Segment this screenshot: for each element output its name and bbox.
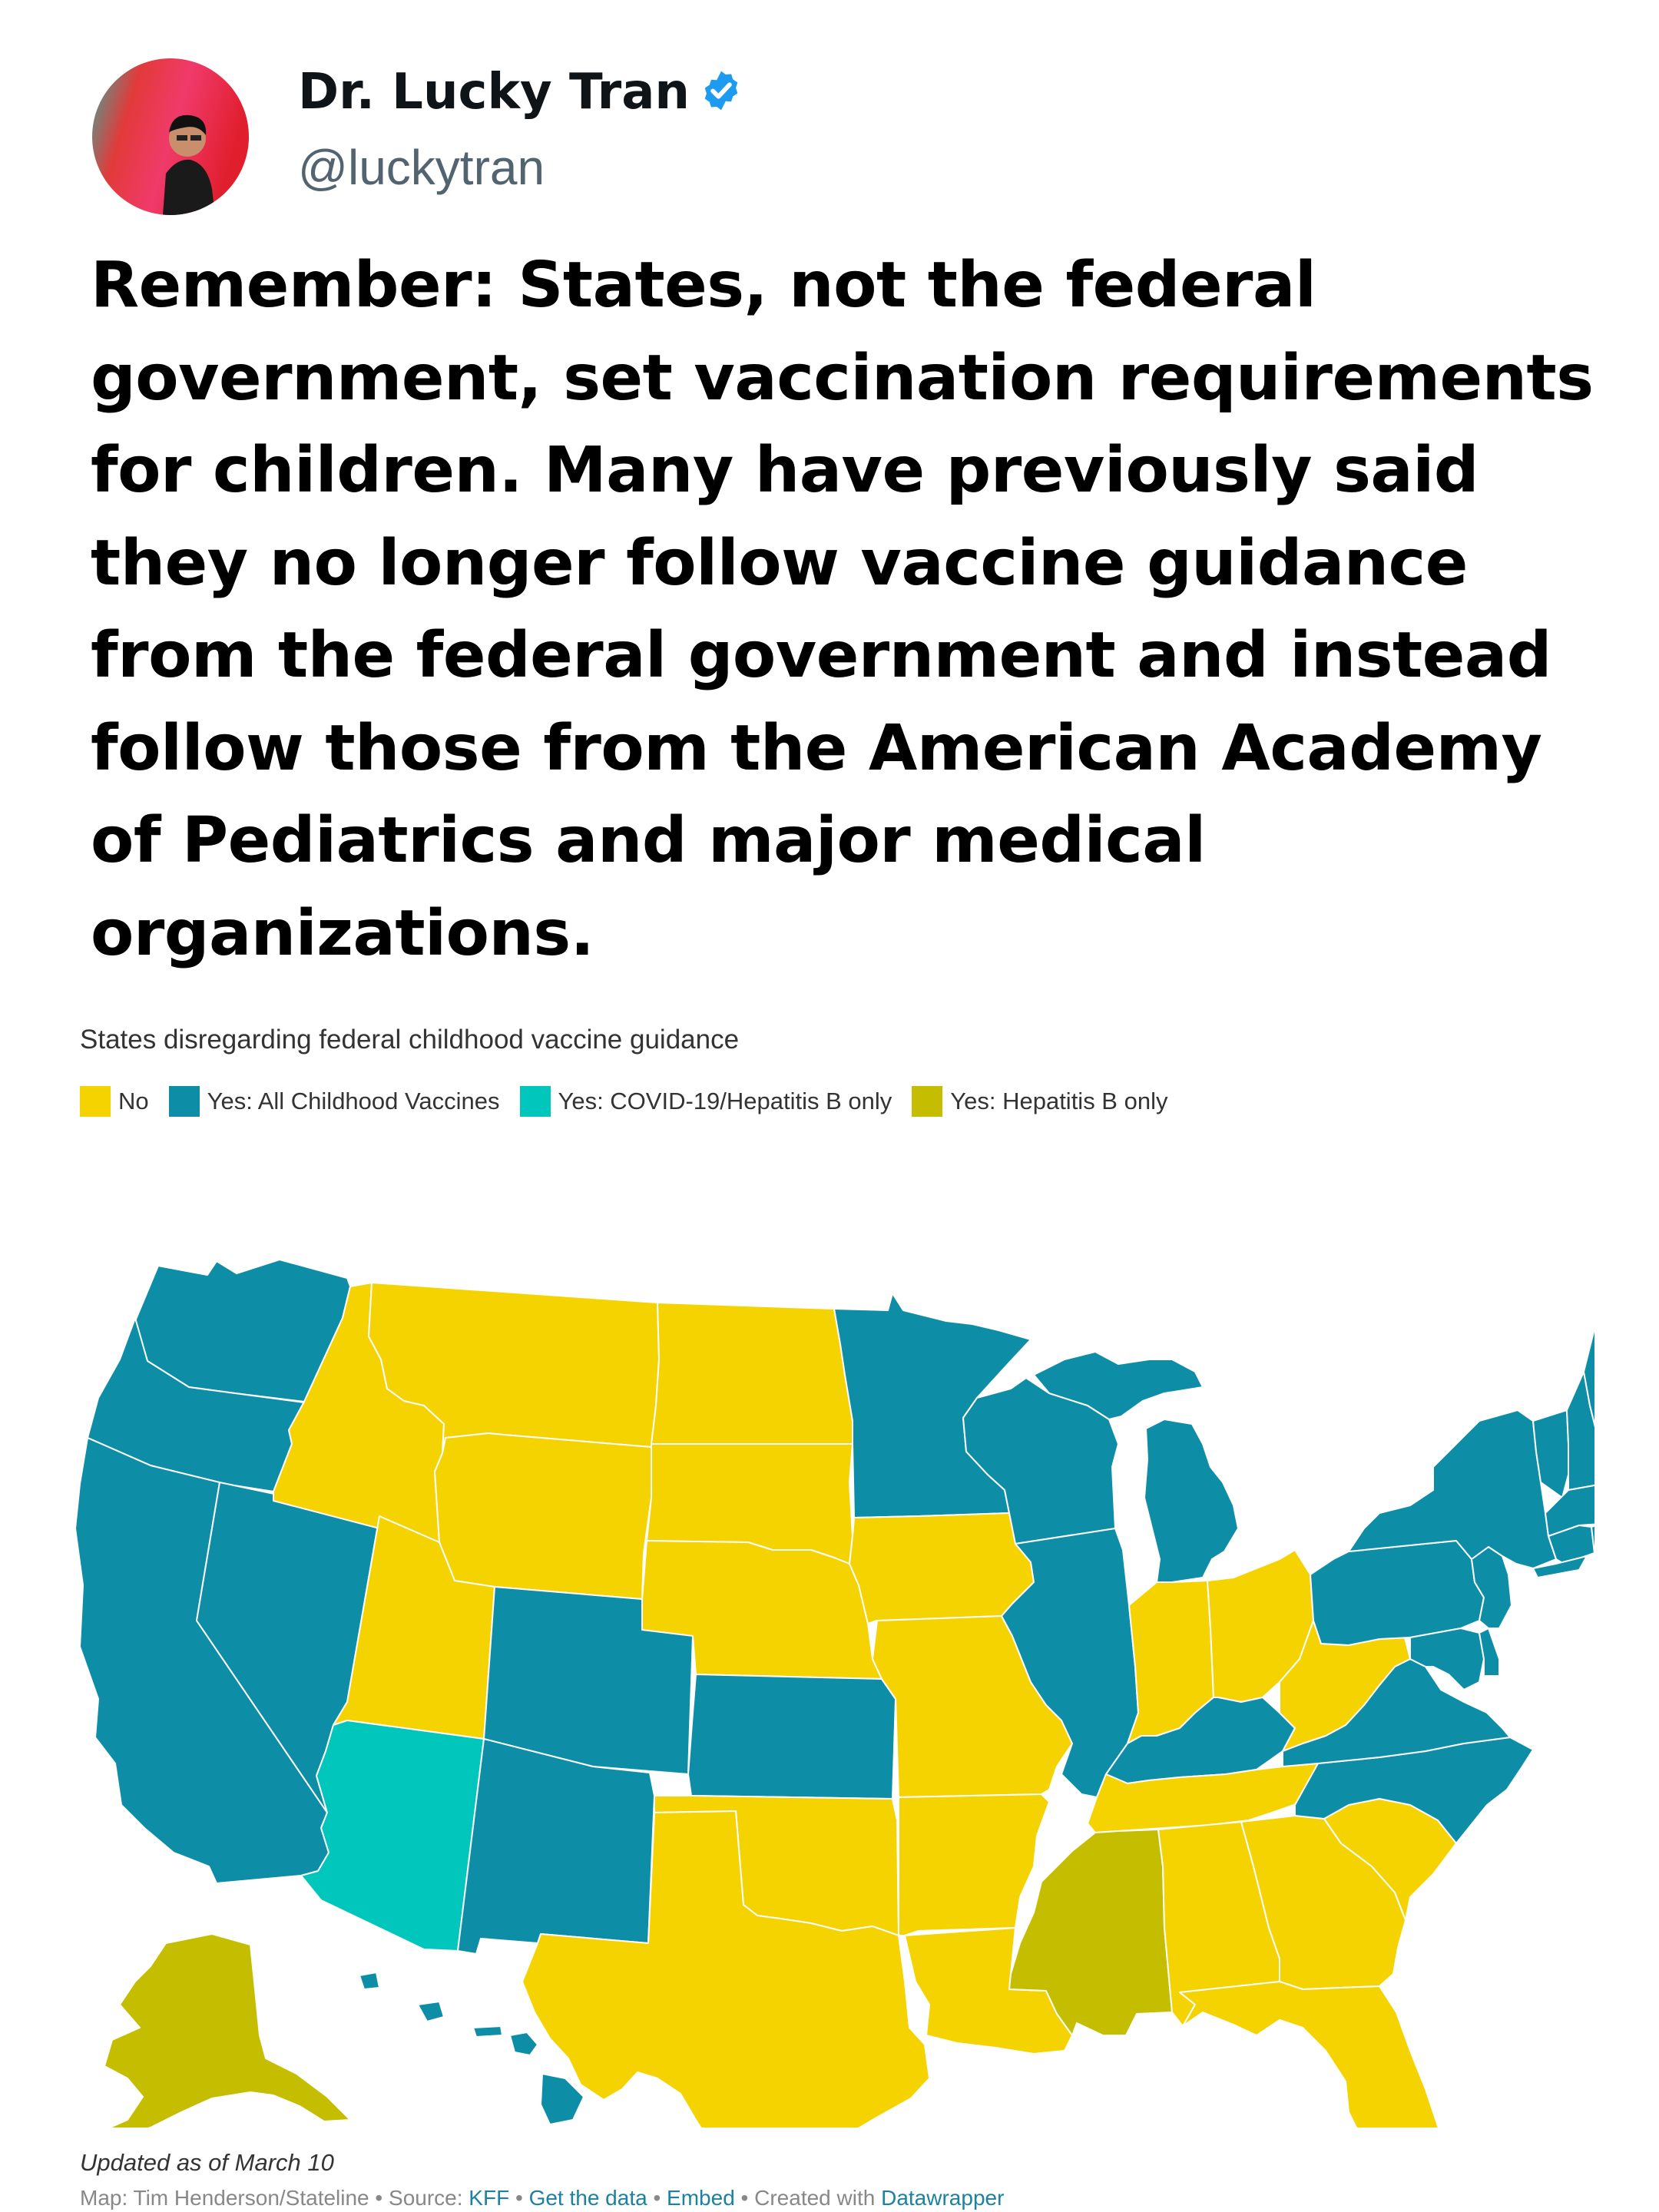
embed-link[interactable]: Embed: [667, 2186, 735, 2210]
credit-source-label: Source:: [389, 2186, 463, 2210]
legend-item-covid-hepb: [520, 1086, 892, 1117]
state-hawaii-maui[interactable]: [510, 2032, 538, 2055]
state-wyoming[interactable]: [435, 1433, 651, 1599]
state-hawaii-oahu[interactable]: [418, 2002, 444, 2022]
legend-label-covid-hepb: Yes: COVID-19/Hepatitis B only: [558, 1088, 892, 1114]
updated-note: Updated as of March 10: [80, 2149, 334, 2176]
map-legend: [80, 1086, 1187, 1117]
credit-created-with: Created with: [754, 2186, 876, 2210]
legend-item-all-vaccines: [169, 1086, 500, 1117]
state-hawaii-kauai[interactable]: [359, 1972, 379, 1989]
datawrapper-link[interactable]: Datawrapper: [881, 2186, 1005, 2210]
state-new-mexico[interactable]: [458, 1739, 654, 1954]
verified-badge-icon: [699, 68, 743, 113]
state-hawaii-big-island[interactable]: [541, 2074, 584, 2124]
map-credits: Map: Tim Henderson/Stateline • Source: KFF • Get the data • Embed • Created with Datawrapper: [80, 2186, 1005, 2210]
map-title: States disregarding federal childhood vaccine guidance: [80, 1025, 740, 1055]
state-arizona[interactable]: [301, 1720, 484, 1951]
us-states-map[interactable]: [74, 1129, 1594, 2128]
avatar[interactable]: [92, 58, 249, 215]
legend-label-hepb: Yes: Hepatitis B only: [950, 1088, 1168, 1114]
legend-label-no: No: [118, 1088, 149, 1114]
credit-map-author: Map: Tim Henderson/Stateline: [80, 2186, 369, 2210]
get-data-link[interactable]: Get the data: [528, 2186, 647, 2210]
map-card: [74, 1006, 1594, 2212]
state-florida[interactable]: [1180, 1982, 1449, 2128]
legend-swatch-all-vaccines: [169, 1086, 200, 1117]
legend-swatch-hepb: [912, 1086, 942, 1117]
tweet-text: Remember: States, not the federal government, set vaccination requirements for children. Many have previously said they no longer follow vaccine guidance from the federal government and instead follow those from the American Academy of Pediatrics and major medical organizations.: [91, 249, 1594, 970]
legend-item-no: [80, 1086, 149, 1117]
author-handle[interactable]: @luckytran: [298, 140, 545, 195]
state-michigan-lower[interactable]: [1144, 1419, 1238, 1582]
state-hawaii-molokai[interactable]: [473, 2026, 502, 2037]
legend-swatch-no: [80, 1086, 111, 1117]
legend-swatch-covid-hepb: [520, 1086, 551, 1117]
source-link[interactable]: KFF: [469, 2186, 510, 2210]
legend-item-hepb: [912, 1086, 1167, 1117]
state-iowa[interactable]: [849, 1513, 1034, 1624]
state-kansas[interactable]: [688, 1674, 896, 1799]
state-alaska[interactable]: [89, 1934, 350, 2128]
state-arkansas[interactable]: [899, 1794, 1049, 1936]
author-name[interactable]: Dr. Lucky Tran: [298, 68, 743, 117]
state-north-dakota[interactable]: [651, 1303, 853, 1444]
legend-label-all-vaccines: Yes: All Childhood Vaccines: [207, 1088, 500, 1114]
